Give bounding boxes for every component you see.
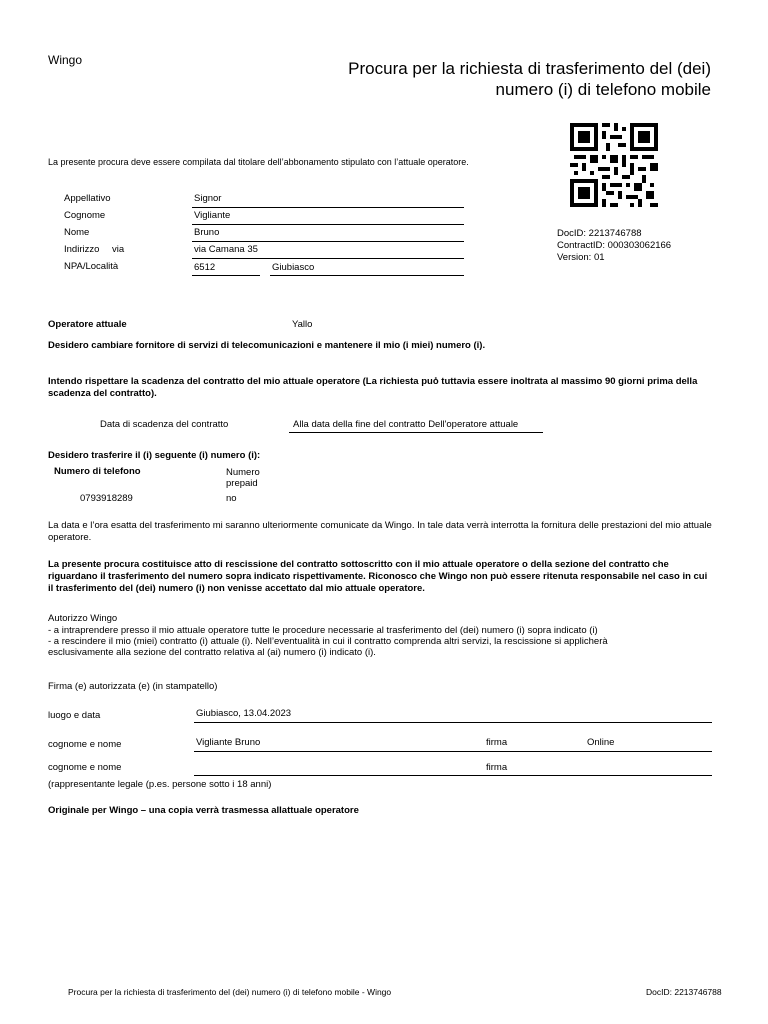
authorize-line-1: Autorizzo Wingo bbox=[48, 613, 118, 624]
qr-code-icon bbox=[570, 123, 658, 207]
contract-id: ContractID: 000303062166 bbox=[557, 240, 672, 251]
authorize-line-2: - a intraprendere presso il mio attuale operatore tutte le procedure necessarie al trasferimento del (dei) numero (i) sopra indicato (i) bbox=[48, 625, 598, 636]
underline-npa bbox=[192, 275, 260, 276]
rescission-text: La presente procura costituisce atto di rescissione del contratto sottoscritto con il mio attuale operatore o della sezione del contratto che riguardano il trasferimento del numero sopra indicato rispettivamente. Riconosco che Wingo non può essere ritenuta responsabile nel caso in cui il trasferimento del (dei) numero (i) non venisse accettato dal mio attuale operatore. bbox=[48, 559, 708, 594]
underline-name bbox=[192, 241, 464, 242]
brand-name: Wingo bbox=[48, 53, 83, 67]
desire-change-text: Desidero cambiare fornitore di servizi di telecomunicazioni e mantenere il mio (i miei) numero (i). bbox=[48, 340, 486, 351]
underline-city bbox=[270, 275, 464, 276]
value-salutation: Signor bbox=[194, 193, 222, 204]
underline-place-date bbox=[194, 722, 712, 723]
title-line-2: numero (i) di telefono mobile bbox=[495, 80, 711, 99]
value-expiry: Alla data della fine del contratto Dell'operatore attuale bbox=[293, 419, 519, 430]
label-npa: NPA/Località bbox=[64, 261, 119, 272]
version: Version: 01 bbox=[557, 252, 605, 263]
value-npa: 6512 bbox=[194, 262, 216, 273]
label-address: Indirizzo bbox=[64, 244, 100, 255]
label-name-2: cognome e nome bbox=[48, 762, 122, 773]
underline-expiry bbox=[289, 432, 543, 433]
underline-salutation bbox=[192, 207, 464, 208]
value-city: Giubiasco bbox=[272, 262, 315, 273]
value-place-date: Giubiasco, 13.04.2023 bbox=[196, 708, 292, 719]
col-prepaid-header-1: Numero bbox=[226, 467, 260, 478]
label-place-date: luogo e data bbox=[48, 710, 101, 721]
value-surname: Vigliante bbox=[194, 210, 231, 221]
value-address: via Camana 35 bbox=[194, 244, 258, 255]
table-row-phone: 0793918289 bbox=[80, 493, 133, 504]
document-meta bbox=[557, 228, 671, 264]
title-line-1: Procura per la richiesta di trasferimento del (dei) bbox=[348, 59, 711, 78]
date-info-text: La data e l’ora esatta del trasferimento mi saranno ulteriormente comunicate da Wingo. In tale data verrà interrotta la fornitura delle prestazioni del mio attuale operatore. bbox=[48, 520, 712, 543]
label-sign-2: firma bbox=[486, 762, 508, 773]
value-name: Bruno bbox=[194, 227, 220, 238]
col-prepaid-header bbox=[226, 467, 260, 489]
label-salutation: Appellativo bbox=[64, 193, 111, 204]
value-name-1: Vigliante Bruno bbox=[196, 737, 261, 748]
label-name: Nome bbox=[64, 227, 90, 238]
authorize-line-3: - a rescindere il mio (miei) contratto (i) attuale (i). Nell’eventualità in cui il contratto comprenda altri servizi, la rescissione si applicherà bbox=[48, 636, 608, 647]
original-note: Originale per Wingo – una copia verrà trasmessa allattuale operatore bbox=[48, 805, 359, 816]
underline-surname bbox=[192, 224, 464, 225]
signature-heading: Firma (e) autorizzata (e) (in stampatello) bbox=[48, 681, 218, 692]
table-row-prepaid: no bbox=[226, 493, 237, 504]
label-sign-1: firma bbox=[486, 737, 508, 748]
value-sign-1: Online bbox=[587, 737, 615, 748]
intro-text: La presente procura deve essere compilata dal titolare dell’abbonamento stipulato con l’attuale operatore. bbox=[48, 157, 469, 167]
doc-id: DocID: 2213746788 bbox=[557, 228, 642, 239]
intend-text: Intendo rispettare la scadenza del contratto del mio attuale operatore (La richiesta puo̊ tuttavia essere inoltrata al massimo 90 giorni prima della scadenza del contratto). bbox=[48, 376, 698, 399]
label-operator: Operatore attuale bbox=[48, 319, 127, 330]
value-operator: Yallo bbox=[292, 319, 313, 330]
label-name-1: cognome e nome bbox=[48, 739, 122, 750]
underline-name-2 bbox=[194, 775, 712, 776]
transfer-heading: Desidero trasferire il (i) seguente (i) numero (i): bbox=[48, 450, 261, 461]
authorize-line-4: esclusivamente alla sezione del contratto relativa al (ai) numero (i) indicato (i). bbox=[48, 647, 376, 658]
col-prepaid-header-2: prepaid bbox=[226, 478, 258, 489]
footer-docid: DocID: 2213746788 bbox=[646, 987, 722, 997]
underline-name-1 bbox=[194, 751, 712, 752]
page-title bbox=[291, 58, 711, 100]
label-expiry: Data di scadenza del contratto bbox=[100, 419, 229, 430]
legal-rep-note: (rappresentante legale (p.es. persone sotto i 18 anni) bbox=[48, 779, 272, 790]
label-surname: Cognome bbox=[64, 210, 106, 221]
underline-address bbox=[192, 258, 464, 259]
label-street: via bbox=[112, 244, 125, 255]
footer-left: Procura per la richiesta di trasferimento del (dei) numero (i) di telefono mobile - Wingo bbox=[68, 987, 392, 997]
col-phone-header: Numero di telefono bbox=[54, 466, 141, 477]
